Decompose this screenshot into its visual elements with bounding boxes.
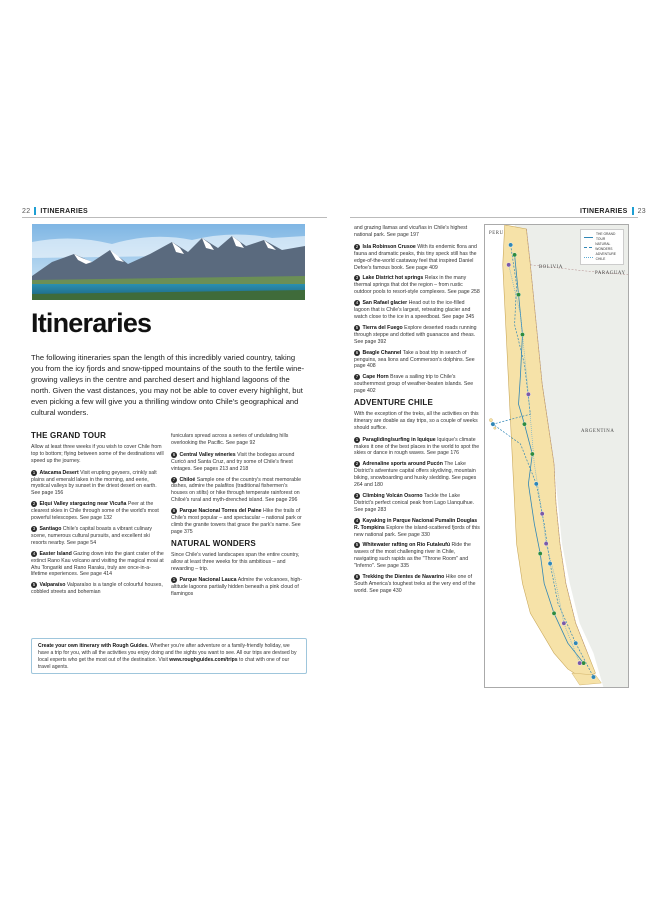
item-number-badge: 3 xyxy=(355,493,359,498)
item-number-badge: 3 xyxy=(32,525,36,531)
grand-tour-heading: THE GRAND TOUR xyxy=(31,431,107,440)
item-text: Sample one of the country's most memorable dishes, admire the palafitos (traditional fishermen's houses on stilts) or hike through temperate rainforest on Chiloé's rural and myth-drenched island. See page 296 xyxy=(171,476,301,504)
itinerary-item xyxy=(354,275,480,296)
left-page xyxy=(22,207,327,699)
legend-natural-wonders xyxy=(584,242,620,252)
item-number-badge: 5 xyxy=(355,542,359,548)
itinerary-item xyxy=(354,518,480,539)
item-name: Parque Nacional Lauca xyxy=(179,577,237,584)
item-number-badge: 2 xyxy=(355,243,359,249)
item-name: Kayaking in Parque Nacional Pumalín Douglas R. Tompkins xyxy=(354,517,478,531)
item-name: Parque Nacional Torres del Paine xyxy=(179,508,262,515)
item-number-badge: 4 xyxy=(355,517,359,523)
item-name: Cape Horn xyxy=(362,374,389,381)
legend-swatch xyxy=(584,257,593,258)
item-name: Beagle Channel xyxy=(362,349,402,356)
hero-photo-mountains xyxy=(32,224,305,300)
itinerary-item xyxy=(171,452,304,473)
callout-text: Whether you're after adventure or a family-friendly holiday, we have a trip for you, with all the activities you enjoy doing and the sights you want to see. All our trips are devised by local experts who get the most out of the destination. Visit xyxy=(38,643,297,663)
section-marker-right xyxy=(632,207,634,215)
item-number-badge: 6 xyxy=(355,574,359,580)
item-name: Atacama Desert xyxy=(39,469,79,476)
section-marker xyxy=(34,207,36,215)
chile-itinerary-map xyxy=(484,224,629,688)
legend-grand-tour xyxy=(584,232,620,242)
itinerary-item xyxy=(354,325,480,346)
item-text: Tackle the Lake District's perfect conical peak from Lago Llanquihue. See page 283 xyxy=(354,493,475,513)
item-name: Tierra del Fuego xyxy=(362,324,403,331)
intro-paragraph: The following itineraries span the length of this incredibly varied country, taking you from the icy fjords and snow-tipped mountains of the south to the fertile wine-growing valleys in the centre and parched desert and highland lagoons of the north. Given the vast distances, you may not be able to cover every highlight, but even picking a few will give you a thrilling window onto Chile's geographical and cultural wonders. xyxy=(31,353,305,418)
item-text: Ride the waves of the most challenging river in Chile, navigating such rapids as the "Throne Room" and "Inferno". See page 335 xyxy=(354,542,471,570)
item-name: Trekking the Dientes de Navarino xyxy=(362,574,445,581)
item-name: Valparaíso xyxy=(39,582,66,589)
item-name: Paragliding/surfing in Iquique xyxy=(362,436,436,443)
itinerary-item xyxy=(31,526,164,547)
item-number-badge: 2 xyxy=(355,461,359,467)
item-text: The Lake District's adventure capital offers skydiving, mountain biking, snowboarding and husky sledding. See pages 264 and 180 xyxy=(354,461,477,489)
item-text: Gazing down into the giant crater of the extinct Rano Kau volcano and visiting the magical moai at Ahu Tongariki and Rano Raraku, truly are once-in-a-lifetime experiences. See page 414 xyxy=(31,550,164,578)
page-title: Itineraries xyxy=(31,308,152,338)
item-name: Adrenaline sports around Pucón xyxy=(362,461,443,468)
item-number-badge: 3 xyxy=(355,275,359,281)
item-text: Chile's capital boasts a vibrant culinary scene, numerous cultural pursuits, and excellent ski resorts nearby. See page 54 xyxy=(31,525,153,546)
item-number-badge: 5 xyxy=(32,582,36,588)
item-name: Santiago xyxy=(39,525,62,532)
item-text: Admire the volcanoes, high-altitude lagoons partially hidden beneath a pink cloud of flamingos xyxy=(171,577,303,598)
item-name: San Rafael glacier xyxy=(362,300,408,307)
item-name: Climbing Volcán Osorno xyxy=(362,493,423,499)
item-number-badge: 6 xyxy=(355,349,359,355)
natural-wonders-heading: NATURAL WONDERS xyxy=(171,538,256,548)
legend-label: ADVENTURE CHILE xyxy=(595,252,616,261)
right-page xyxy=(350,207,646,699)
item-text: Brave a sailing trip to Chile's southernmost group of weather-beaten islands. See page 402 xyxy=(354,374,474,395)
itinerary-item xyxy=(354,350,480,371)
item-text: Hike the trails of Chile's most popular – and spectacular – national park or climb the granite towers that grace the park's name. See page 375 xyxy=(171,508,302,535)
item-number-badge: 1 xyxy=(172,577,176,583)
callout-lead: Create your own itinerary with Rough Guides. xyxy=(38,643,149,649)
item-text: With its endemic flora and fauna and dramatic peaks, this tiny speck still has the edge-of-the-world castaway feel that inspired Daniel Defoe's famous book. See page 409 xyxy=(354,243,477,271)
itinerary-item xyxy=(354,542,480,570)
itinerary-item xyxy=(31,551,164,579)
book-spread xyxy=(22,207,646,699)
item-number-badge: 4 xyxy=(355,300,359,306)
legend-swatch xyxy=(584,237,593,238)
column-right-text xyxy=(354,225,480,599)
item-name: Central Valley wineries xyxy=(179,451,236,458)
map-legend xyxy=(580,229,624,265)
item-text: Explore deserted roads running through steppe and dotted with guanacos and rheas. See page 392 xyxy=(354,324,477,345)
item-number-badge: 6 xyxy=(172,451,176,457)
running-head-right xyxy=(580,207,646,215)
item-number-badge: 8 xyxy=(172,508,176,514)
header-rule-right xyxy=(350,217,638,218)
item-text: Hike one of South America's toughest treks at the very end of the world. See page 430 xyxy=(354,574,476,594)
map-label-paraguay: PARAGUAY xyxy=(595,271,626,276)
page-number-right: 23 xyxy=(637,207,646,215)
item-text: Head out to the ice-filled lagoon that is Chile's largest, retreating glacier and watch close to the ice in a speedboat. See page 345 xyxy=(354,300,475,320)
running-head-label: ITINERARIES xyxy=(40,207,89,215)
item-number-badge: 2 xyxy=(32,501,36,507)
rough-guides-callout xyxy=(31,638,307,674)
header-rule xyxy=(22,217,327,218)
item-number-badge: 1 xyxy=(32,469,36,475)
itinerary-item xyxy=(171,477,304,505)
continued-text: funiculars spread across a series of undulating hills overlooking the Pacific. See page 92 xyxy=(171,433,289,446)
natural-wonders-intro: Since Chile's varied landscapes span the entire country, allow at least three weeks for this ambitious – and rewarding – trip. xyxy=(171,551,300,572)
item-name: Chiloé xyxy=(179,476,196,483)
item-number-badge: 5 xyxy=(355,324,359,330)
item-text: Peer at the clearest skies in Chile through some of the world's most powerful telescopes. See page 132 xyxy=(31,501,159,522)
legend-adventure xyxy=(584,252,620,262)
item-text: Explore the island-scattered fjords of this new national park. See page 330 xyxy=(354,524,480,538)
itinerary-item xyxy=(31,470,164,498)
natural-wonders-list-cont xyxy=(354,244,480,395)
adventure-intro: With the exception of the treks, all the activities on this itinerary are doable as day trips, so a couple of weeks should suffice. xyxy=(354,410,479,431)
column-grand-tour-cont xyxy=(171,433,304,602)
callout-link[interactable]: www.roughguides.com/trips xyxy=(169,657,238,663)
grand-tour-list xyxy=(31,470,164,597)
running-head-label-right: ITINERARIES xyxy=(579,207,628,215)
itinerary-item xyxy=(31,501,164,522)
itinerary-item xyxy=(354,493,480,514)
item-name: Easter Island xyxy=(39,550,72,557)
adventure-heading: ADVENTURE CHILE xyxy=(354,398,434,408)
natural-wonders-list xyxy=(171,577,304,598)
map-graphic xyxy=(485,225,628,687)
itinerary-item xyxy=(354,244,480,272)
item-name: Isla Robinson Crusoe xyxy=(362,243,416,250)
item-text: Valparaíso is a tangle of colourful houses, cobbled streets and bohemian xyxy=(31,582,163,596)
grand-tour-intro: Allow at least three weeks if you wish to cover Chile from top to bottom; flying between some of the destinations will speed up the journey. xyxy=(31,443,164,464)
item-number-badge: 4 xyxy=(32,550,36,556)
item-text: Take a boat trip in search of penguins, sea lions and Commerson's dolphins. See page 408 xyxy=(354,349,475,370)
itinerary-item xyxy=(171,577,304,598)
itinerary-item xyxy=(354,374,480,395)
itinerary-item xyxy=(171,508,304,536)
itinerary-item xyxy=(354,461,480,489)
legend-swatch xyxy=(584,247,592,248)
legend-label: THE GRAND TOUR xyxy=(595,232,616,241)
adventure-list xyxy=(354,437,480,595)
item-text: Visit erupting geysers, crinkly salt plains and emerald lakes in the morning, and eerie, mystical valleys by sunset in the driest desert on earth. See page 156 xyxy=(31,469,157,497)
itinerary-item xyxy=(354,437,480,458)
item-number-badge: 7 xyxy=(355,374,359,380)
item-number-badge: 1 xyxy=(355,436,359,442)
page-number-left: 22 xyxy=(22,207,31,215)
callout-tail: to chat with one of our travel agents. xyxy=(38,657,290,670)
column-grand-tour xyxy=(31,433,164,600)
itinerary-item xyxy=(31,582,164,596)
continued-text-right: and grazing llamas and vicuñas in Chile's highest national park. See page 197 xyxy=(354,225,468,238)
itinerary-item xyxy=(354,574,480,595)
item-text: Visit the bodegas around Curicó and Santa Cruz, and try some of Chile's finest vintages. See pages 213 and 218 xyxy=(171,451,295,472)
itinerary-item xyxy=(354,300,480,321)
map-label-argentina: ARGENTINA xyxy=(581,429,615,434)
item-number-badge: 7 xyxy=(172,476,176,482)
item-name: Whitewater rafting on Río Futaleufú xyxy=(362,542,451,549)
map-label-bolivia: BOLIVIA xyxy=(539,265,563,270)
grand-tour-list-cont xyxy=(171,452,304,536)
item-text: Relax in the many thermal springs that dot the region – from rustic outdoor pools to resort-style complexes. See page 258 xyxy=(354,275,480,296)
item-name: Lake District hot springs xyxy=(362,275,424,282)
legend-label: NATURAL WONDERS xyxy=(595,242,613,251)
item-text: Iquique's climate makes it one of the best places in the world to spot the skies or dance in rough waves. See page 176 xyxy=(354,436,480,457)
running-head-left xyxy=(22,207,88,215)
map-label-peru: PERU xyxy=(489,231,504,236)
item-name: Elqui Valley stargazing near Vicuña xyxy=(39,501,127,508)
